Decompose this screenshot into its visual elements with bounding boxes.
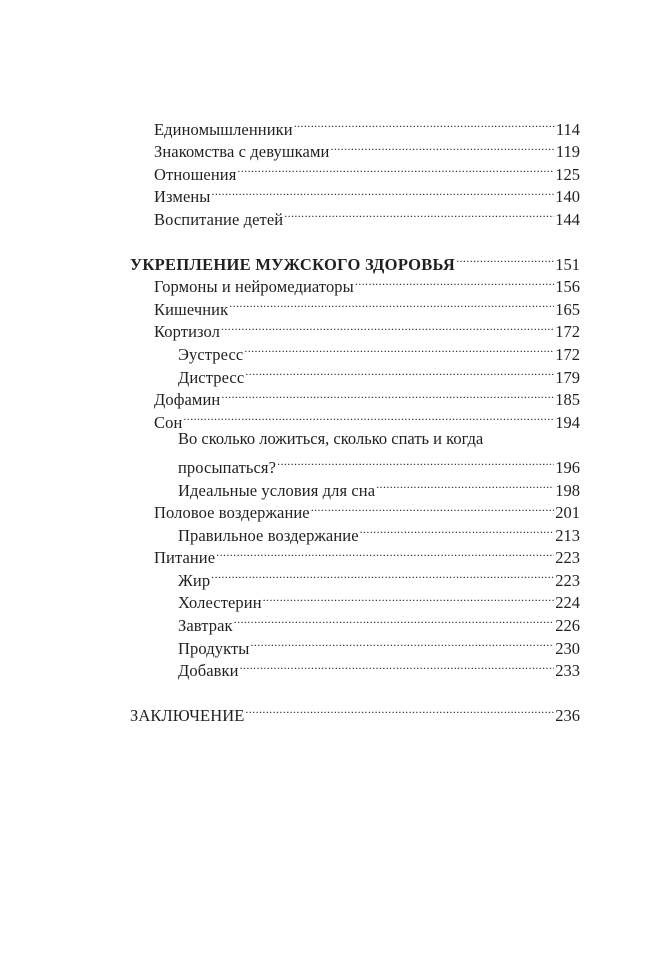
dot-leader <box>237 157 554 180</box>
toc-entry-page: 140 <box>555 187 580 207</box>
toc-entry-page: 119 <box>555 142 580 162</box>
toc-entry-page: 223 <box>555 570 580 590</box>
toc-entry-title: Холестерин <box>178 593 262 613</box>
toc-entry-title-line1: Во сколько ложиться, сколько спать и когда <box>178 428 484 448</box>
toc-entry-page: 194 <box>555 412 580 432</box>
dot-leader <box>211 563 554 586</box>
toc-entry-title: Продукты <box>178 638 250 658</box>
toc-entry-page: 156 <box>555 277 580 297</box>
toc-entry-page: 151 <box>555 254 580 274</box>
toc-entry-page: 230 <box>555 638 580 658</box>
table-of-contents <box>130 112 580 725</box>
toc-entry-title: Воспитание детей <box>154 209 284 229</box>
toc-entry-title: Сон <box>154 412 183 432</box>
toc-entry-title: Идеальные условия для сна <box>178 480 376 500</box>
dot-leader <box>229 292 554 315</box>
toc-entry-title: Отношения <box>154 164 237 184</box>
dot-leader <box>263 586 555 609</box>
toc-entry-like-minded[interactable] <box>130 112 580 139</box>
dot-leader <box>244 337 554 360</box>
toc-entry-page: 236 <box>555 705 580 725</box>
dot-leader <box>221 315 554 338</box>
toc-entry-page: 196 <box>555 457 580 477</box>
toc-entry-page: 224 <box>555 593 580 613</box>
toc-entry-line2 <box>178 450 580 477</box>
toc-entry-title: Гормоны и нейромедиаторы <box>154 277 354 297</box>
dot-leader <box>284 202 554 225</box>
toc-entry-title: Жир <box>178 570 211 590</box>
toc-entry-title: Кишечник <box>154 299 229 319</box>
dot-leader <box>277 450 554 473</box>
toc-entry-title: Эустресс <box>178 344 244 364</box>
dot-leader <box>234 608 555 631</box>
toc-entry-title: Кортизол <box>154 322 220 342</box>
dot-leader <box>245 698 554 721</box>
toc-entry-page: 201 <box>555 503 580 523</box>
toc-entry-page: 179 <box>555 367 580 387</box>
toc-entry-page: 125 <box>555 164 580 184</box>
dot-leader <box>330 135 554 158</box>
dot-leader <box>221 383 554 406</box>
toc-entry-page: 144 <box>555 209 580 229</box>
toc-entry-page: 185 <box>555 390 580 410</box>
dot-leader <box>376 473 554 496</box>
toc-entry-page: 223 <box>555 548 580 568</box>
toc-entry-title: Единомышленники <box>154 119 293 139</box>
toc-entry-title: Питание <box>154 548 216 568</box>
dot-leader <box>456 247 554 270</box>
toc-entry-title: Измены <box>154 187 211 207</box>
toc-entry-title: Правильное воздержание <box>178 525 359 545</box>
toc-entry-page: 114 <box>555 119 580 139</box>
toc-entry-title: Дистресс <box>178 367 245 387</box>
toc-entry-title: Знакомства с девушками <box>154 142 330 162</box>
dot-leader <box>240 654 555 677</box>
toc-section-conclusion[interactable] <box>130 698 580 725</box>
toc-entry-title: Половое воздержание <box>154 503 310 523</box>
dot-leader <box>211 180 554 203</box>
dot-leader <box>360 518 555 541</box>
dot-leader <box>183 405 554 428</box>
toc-entry-page: 233 <box>555 661 580 681</box>
toc-entry-title: Завтрак <box>178 616 233 636</box>
toc-entry-page: 172 <box>555 344 580 364</box>
dot-leader <box>250 631 554 654</box>
toc-section-title: ЗАКЛЮЧЕНИЕ <box>130 705 245 725</box>
toc-entry-page: 198 <box>555 480 580 500</box>
toc-entry-page: 226 <box>555 616 580 636</box>
toc-entry-sleep[interactable] <box>130 405 580 432</box>
dot-leader <box>355 270 554 293</box>
toc-entry-title: Дофамин <box>154 390 221 410</box>
toc-entry-page: 165 <box>555 299 580 319</box>
toc-entry-sleep-timing[interactable] <box>130 428 580 477</box>
dot-leader <box>216 541 554 564</box>
dot-leader <box>294 112 555 135</box>
dot-leader <box>245 360 554 383</box>
toc-entry-page: 172 <box>555 322 580 342</box>
toc-entry-page: 213 <box>555 525 580 545</box>
toc-section-mens-health[interactable] <box>130 247 580 274</box>
dot-leader <box>311 496 555 519</box>
toc-entry-title-line2: просыпаться? <box>178 457 277 477</box>
toc-section-title: УКРЕПЛЕНИЕ МУЖСКОГО ЗДОРОВЬЯ <box>130 254 456 274</box>
toc-entry-title: Добавки <box>178 661 239 681</box>
